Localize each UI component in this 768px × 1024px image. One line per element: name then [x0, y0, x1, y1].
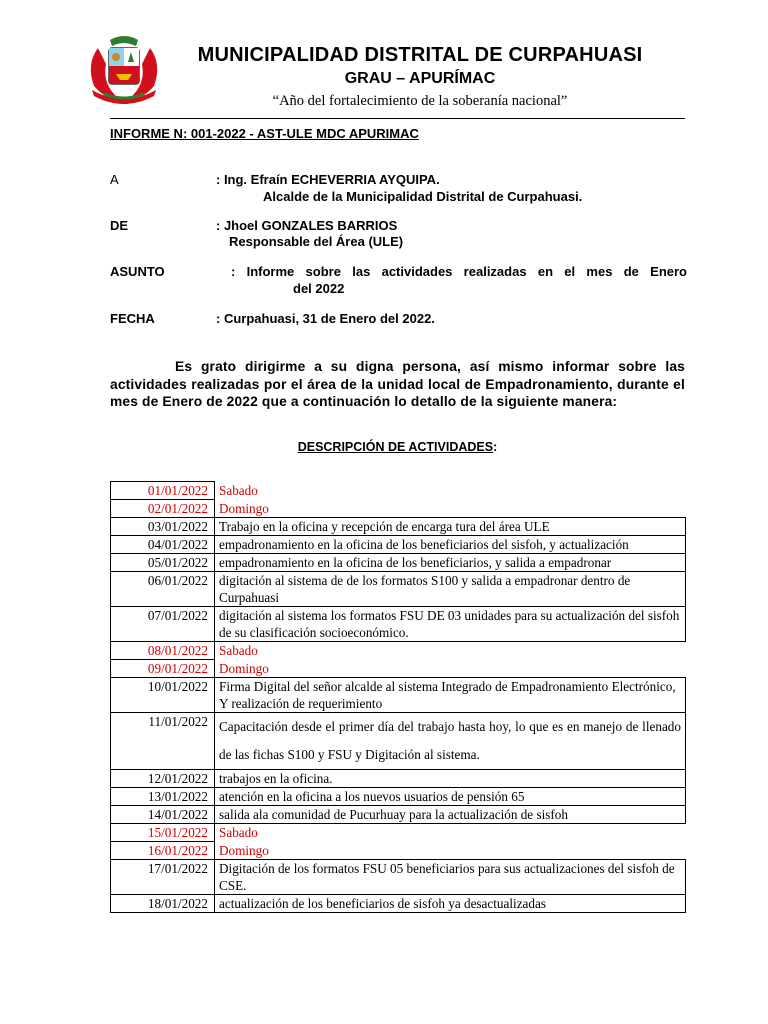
activity-date: 18/01/2022 — [111, 895, 215, 913]
table-row — [111, 554, 686, 572]
activity-description: Digitación de los formatos FSU 05 beneficiarios para sus actualizaciones del sisfoh de CSE. — [215, 860, 686, 895]
section-heading — [110, 440, 685, 454]
activity-date: 15/01/2022 — [111, 824, 215, 842]
table-row — [111, 607, 686, 642]
activity-description: Capacitación desde el primer día del trabajo hasta hoy, lo que es en manejo de llenado de las fichas S100 y FSU y Digitación al sistema. — [215, 713, 686, 770]
activity-date: 02/01/2022 — [111, 500, 215, 518]
activity-description: Sabado — [219, 825, 258, 840]
activity-description: empadronamiento en la oficina de los beneficiarios, y salida a empadronar — [215, 554, 686, 572]
table-row — [111, 500, 686, 518]
activity-description: Domingo — [219, 500, 269, 516]
table-row — [111, 572, 686, 607]
activity-description: Sabado — [219, 643, 258, 658]
table-row — [111, 860, 686, 895]
subject-line-2: del 2022 — [293, 281, 345, 296]
report-id: INFORME N: 001-2022 - AST-ULE MDC APURIMAC — [110, 126, 419, 141]
header-divider — [110, 118, 685, 119]
activity-date: 07/01/2022 — [111, 607, 215, 642]
table-row — [111, 806, 686, 824]
table-row — [111, 642, 686, 660]
table-row — [111, 482, 686, 500]
activity-date: 06/01/2022 — [111, 572, 215, 607]
activity-description: salida ala comunidad de Pucurhuay para la actualización de sisfoh — [215, 806, 686, 824]
date-label: FECHA — [110, 311, 155, 326]
activity-description: digitación al sistema de de los formatos S100 y salida a empadronar dentro de Curpahuasi — [215, 572, 686, 607]
table-row — [111, 713, 686, 770]
table-row — [111, 678, 686, 713]
activity-date: 17/01/2022 — [111, 860, 215, 895]
activity-description: actualización de los beneficiarios de sisfoh ya desactualizadas — [215, 895, 686, 913]
activity-date: 04/01/2022 — [111, 536, 215, 554]
activities-table — [110, 481, 686, 913]
coat-of-arms-logo — [84, 34, 164, 106]
from-label: DE — [110, 218, 129, 233]
activity-description: Sabado — [219, 482, 258, 498]
activity-date: 08/01/2022 — [111, 642, 215, 660]
table-row — [111, 536, 686, 554]
region-subtitle: GRAU – APURÍMAC — [344, 70, 496, 87]
activity-date: 16/01/2022 — [111, 842, 215, 860]
subject-label: ASUNTO — [110, 264, 165, 279]
municipality-title: MUNICIPALIDAD DISTRITAL DE CURPAHUASI — [197, 44, 643, 66]
date-value: : Curpahuasi, 31 de Enero del 2022. — [216, 311, 435, 326]
to-role: Alcalde de la Municipalidad Distrital de Curpahuasi. — [263, 189, 583, 204]
table-row — [111, 824, 686, 842]
table-row — [111, 518, 686, 536]
activity-date: 10/01/2022 — [111, 678, 215, 713]
table-row — [111, 770, 686, 788]
to-label: A — [110, 172, 119, 187]
intro-paragraph: Es grato dirigirme a su digna persona, así mismo informar sobre las actividades realizadas por el área de la unidad local de Empadronamiento, durante el mes de Enero de 2022 que a continuación lo detallo de la siguiente manera: — [110, 359, 685, 409]
activity-description: Domingo — [219, 842, 269, 858]
table-row — [111, 788, 686, 806]
section-heading-text: DESCRIPCIÓN DE ACTIVIDADES — [297, 440, 494, 454]
to-name: : Ing. Efraín ECHEVERRIA AYQUIPA. — [216, 172, 440, 187]
activity-date: 09/01/2022 — [111, 660, 215, 678]
activity-description: atención en la oficina a los nuevos usuarios de pensión 65 — [215, 788, 686, 806]
subject-line-1: : Informe sobre las actividades realizadas en el mes de Enero — [231, 264, 687, 279]
activity-date: 12/01/2022 — [111, 770, 215, 788]
activity-date: 14/01/2022 — [111, 806, 215, 824]
activity-description: digitación al sistema los formatos FSU DE 03 unidades para su actualización del sisfoh de su clasificación socioeconómico. — [215, 607, 686, 642]
activity-description: Domingo — [219, 660, 269, 676]
section-heading-colon: : — [493, 440, 498, 454]
table-row — [111, 842, 686, 860]
from-role: Responsable del Área (ULE) — [229, 234, 404, 249]
year-motto: “Año del fortalecimiento de la soberanía nacional” — [272, 93, 568, 109]
activity-date: 05/01/2022 — [111, 554, 215, 572]
activity-description: Trabajo en la oficina y recepción de encarga tura del área ULE — [215, 518, 686, 536]
activity-description: empadronamiento en la oficina de los beneficiarios del sisfoh, y actualización — [215, 536, 686, 554]
activity-description: trabajos en la oficina. — [215, 770, 686, 788]
activity-date: 01/01/2022 — [111, 482, 215, 500]
from-name: : Jhoel GONZALES BARRIOS — [216, 218, 398, 233]
activity-date: 11/01/2022 — [111, 713, 215, 770]
activity-description: Firma Digital del señor alcalde al sistema Integrado de Empadronamiento Electrónico, Y realización de requerimiento — [215, 678, 686, 713]
activity-date: 13/01/2022 — [111, 788, 215, 806]
activity-date: 03/01/2022 — [111, 518, 215, 536]
table-row — [111, 660, 686, 678]
table-row — [111, 895, 686, 913]
